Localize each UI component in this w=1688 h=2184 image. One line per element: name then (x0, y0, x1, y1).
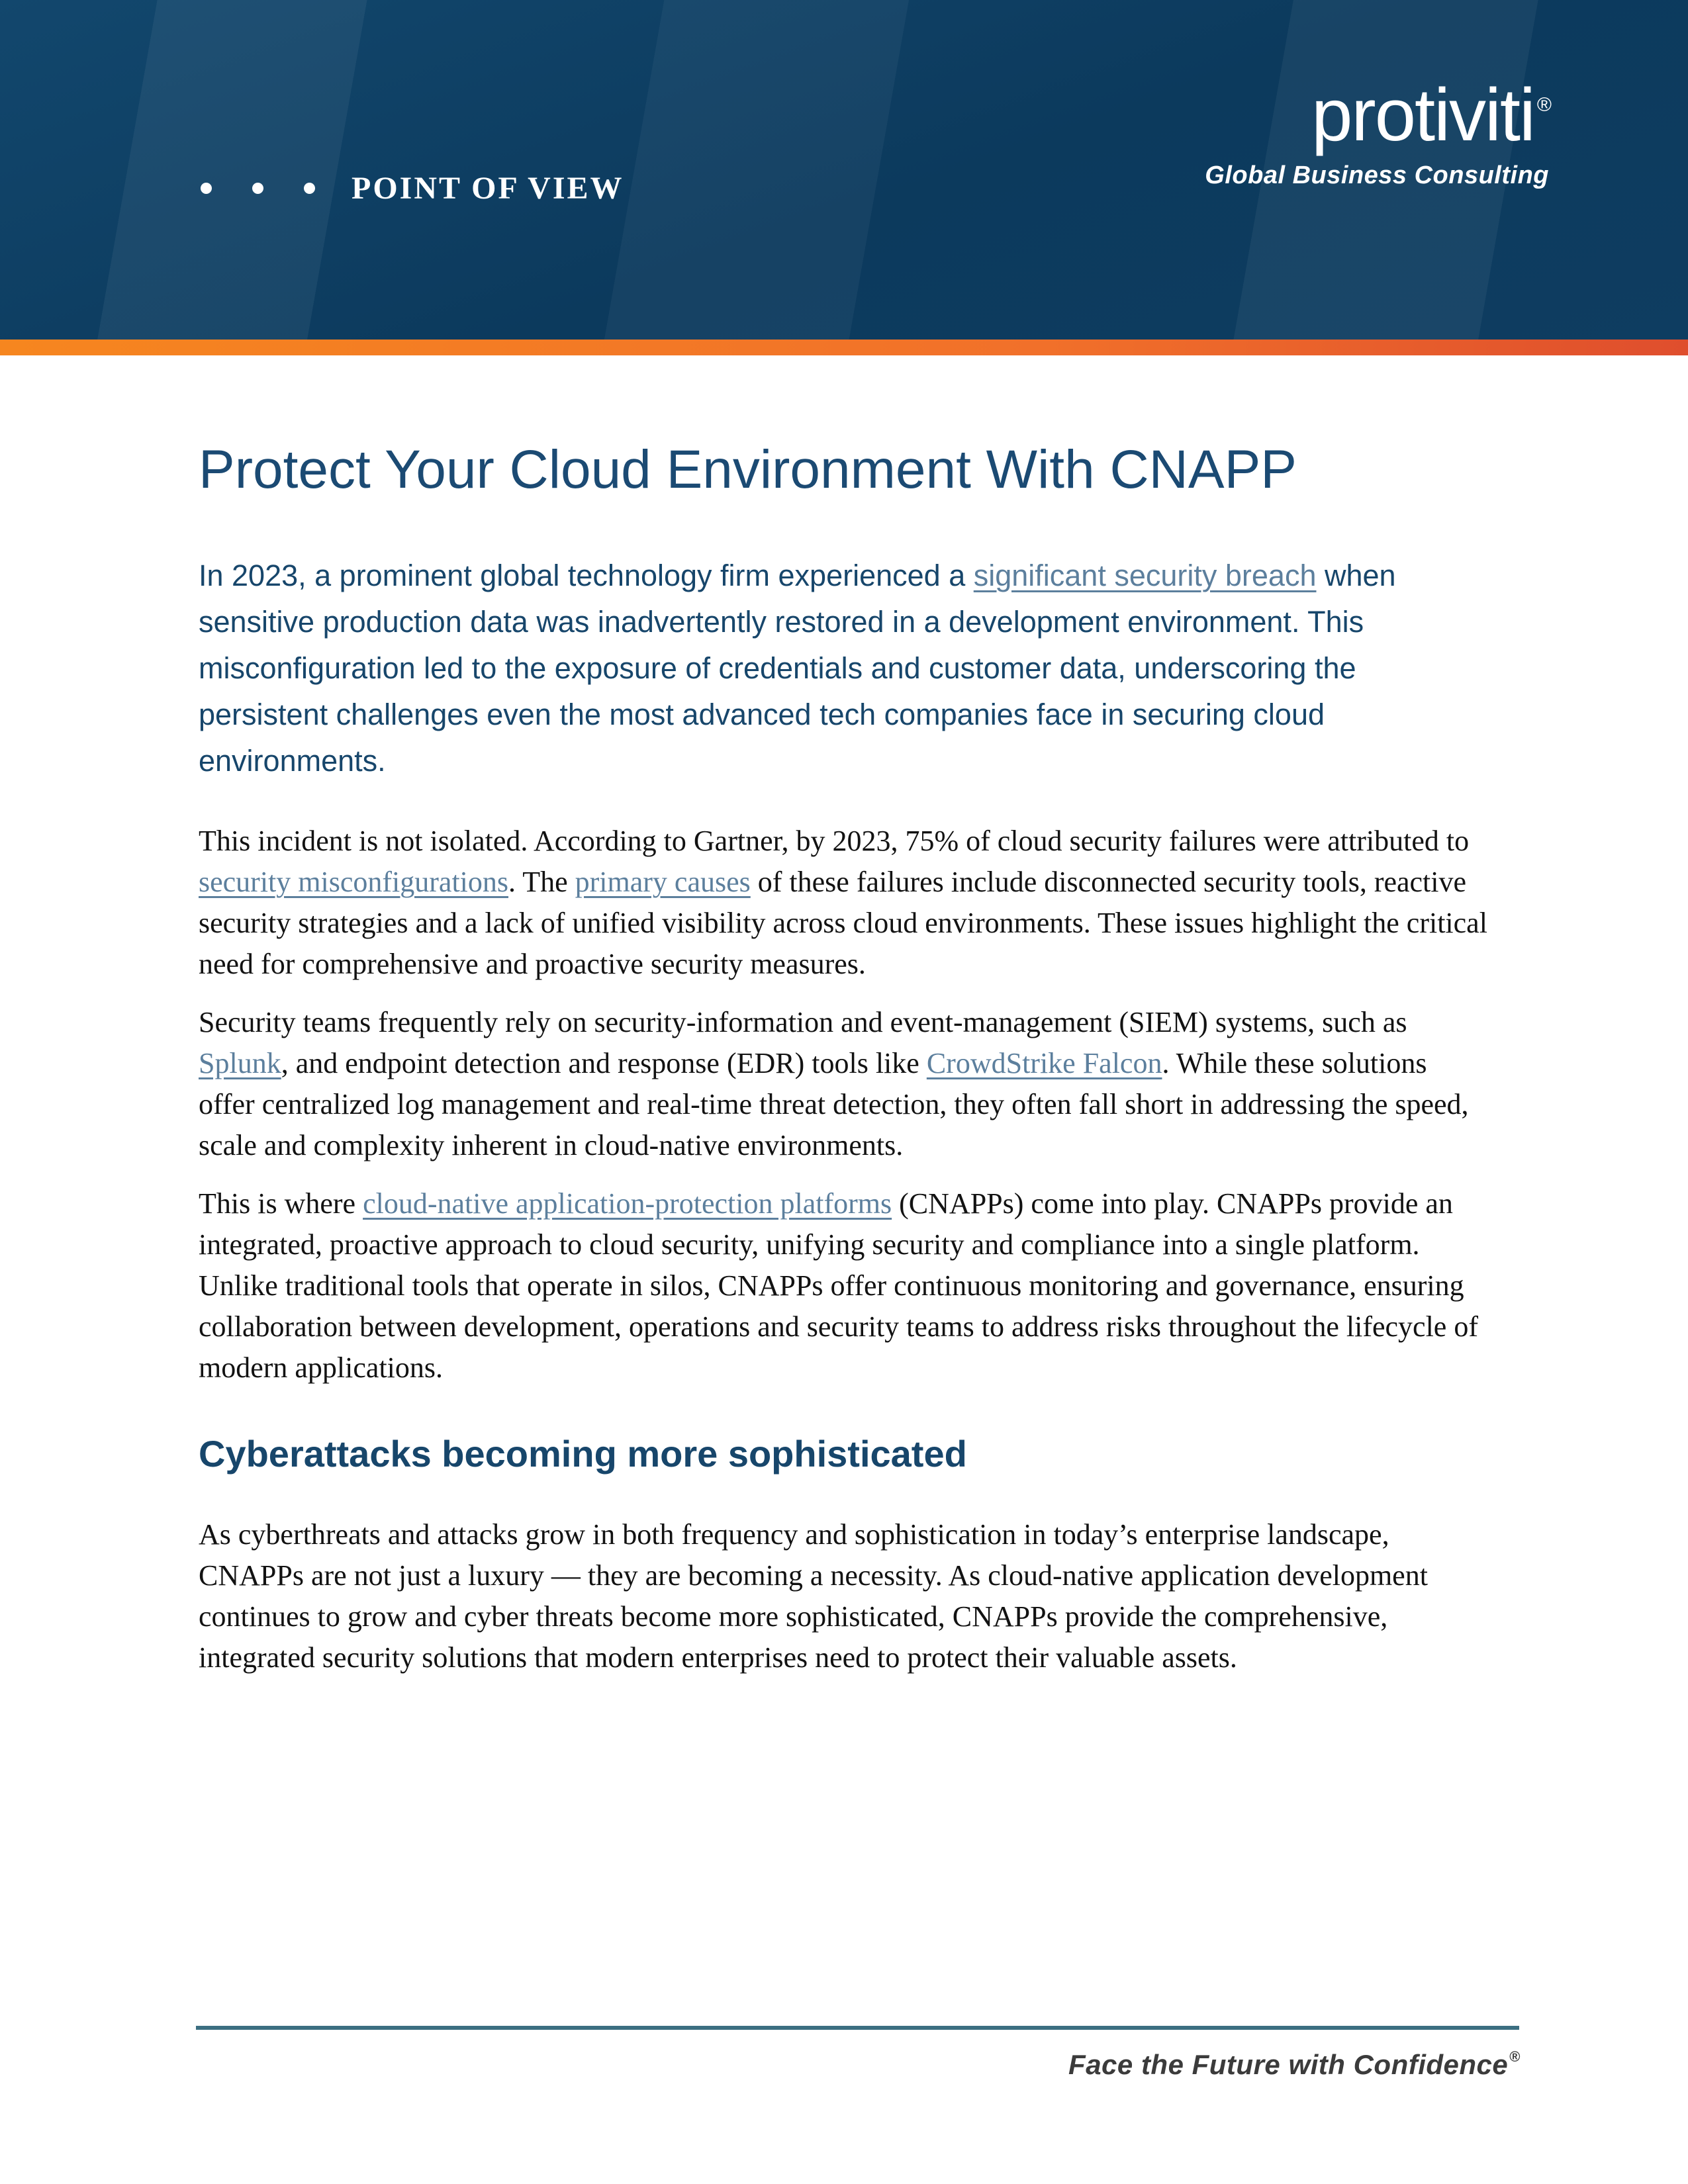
article-content (199, 437, 1489, 1696)
inline-link[interactable]: security misconfigurations (199, 866, 509, 898)
inline-link[interactable]: cloud-native application-protection platforms (363, 1187, 892, 1220)
logo-tagline: Global Business Consulting (1205, 161, 1549, 189)
text-run: This is where (199, 1187, 363, 1220)
bullet-icon (252, 183, 263, 194)
text-run: of these failures include disconnected security tools, reactive security strategies and a lack of unified visibility across cloud environments. These issues highlight the critical need for comprehensive and proactive security measures. (199, 866, 1487, 980)
bullet-icon (304, 183, 315, 194)
masthead-banner (0, 0, 1688, 340)
masthead-label-group (201, 171, 624, 205)
inline-link[interactable]: significant security breach (973, 559, 1317, 592)
article-title: Protect Your Cloud Environment With CNAPP (199, 439, 1297, 500)
body-paragraph (199, 1514, 1489, 1678)
body-paragraph (199, 821, 1489, 985)
logo-wordmark: protiviti (1311, 73, 1534, 156)
text-run: Security teams frequently rely on security-information and event-management (SIEM) systems, such as (199, 1006, 1407, 1038)
text-run: . The (508, 866, 575, 898)
text-run: when sensitive production data was inadvertently restored in a development environment. This misconfiguration led to the exposure of credentials and customer data, underscoring the persistent challenges even the most advanced tech companies face in securing cloud environments. (199, 559, 1396, 778)
footer-tagline (1068, 2049, 1519, 2081)
body-paragraph (199, 1002, 1489, 1166)
inline-link[interactable]: CrowdStrike Falcon (926, 1047, 1162, 1079)
section-heading: Cyberattacks becoming more sophisticated (199, 1433, 967, 1475)
text-run: . While these solutions offer centralized log management and real-time threat detection, they often fall short in addressing the speed, scale and complexity inherent in cloud-native environments. (199, 1047, 1469, 1161)
body-paragraph (199, 1183, 1489, 1388)
accent-bar (0, 340, 1688, 355)
text-run: As cyberthreats and attacks grow in both frequency and sophistication in today’s enterprise landscape, CNAPPs are not just a luxury — they are becoming a necessity. As cloud-native application development continues to grow and cyber threats become more sophisticated, CNAPPs provide the comprehensive, integrated security solutions that modern enterprises need to protect their valuable assets. (199, 1518, 1428, 1674)
inline-link[interactable]: Splunk (199, 1047, 281, 1079)
protiviti-logo (1205, 73, 1552, 190)
text-run: , and endpoint detection and response (EDR) tools like (281, 1047, 927, 1079)
registered-trademark-icon: ® (1509, 2048, 1521, 2065)
masthead-label: POINT OF VIEW (352, 170, 624, 206)
inline-link[interactable]: primary causes (575, 866, 751, 898)
body-sections (199, 821, 1489, 1678)
text-run: (CNAPPs) come into play. CNAPPs provide an integrated, proactive approach to cloud security, unifying security and compliance into a single platform. Unlike traditional tools that operate in silos, CNAPPs offer continuous monitoring and governance, ensuring collaboration between development, operations and security teams to address risks throughout the lifecycle of modern applications. (199, 1187, 1478, 1384)
logo-wordmark-row (1205, 73, 1552, 156)
bullet-icon (201, 183, 212, 194)
footer-rule (196, 2026, 1519, 2030)
intro-paragraph (199, 553, 1489, 784)
registered-trademark-icon: ® (1536, 93, 1552, 116)
text-run: In 2023, a prominent global technology firm experienced a (199, 559, 974, 592)
footer-tagline-text: Face the Future with Confidence (1068, 2049, 1509, 2080)
text-run: This incident is not isolated. According to Gartner, by 2023, 75% of cloud security failures were attributed to (199, 825, 1470, 857)
